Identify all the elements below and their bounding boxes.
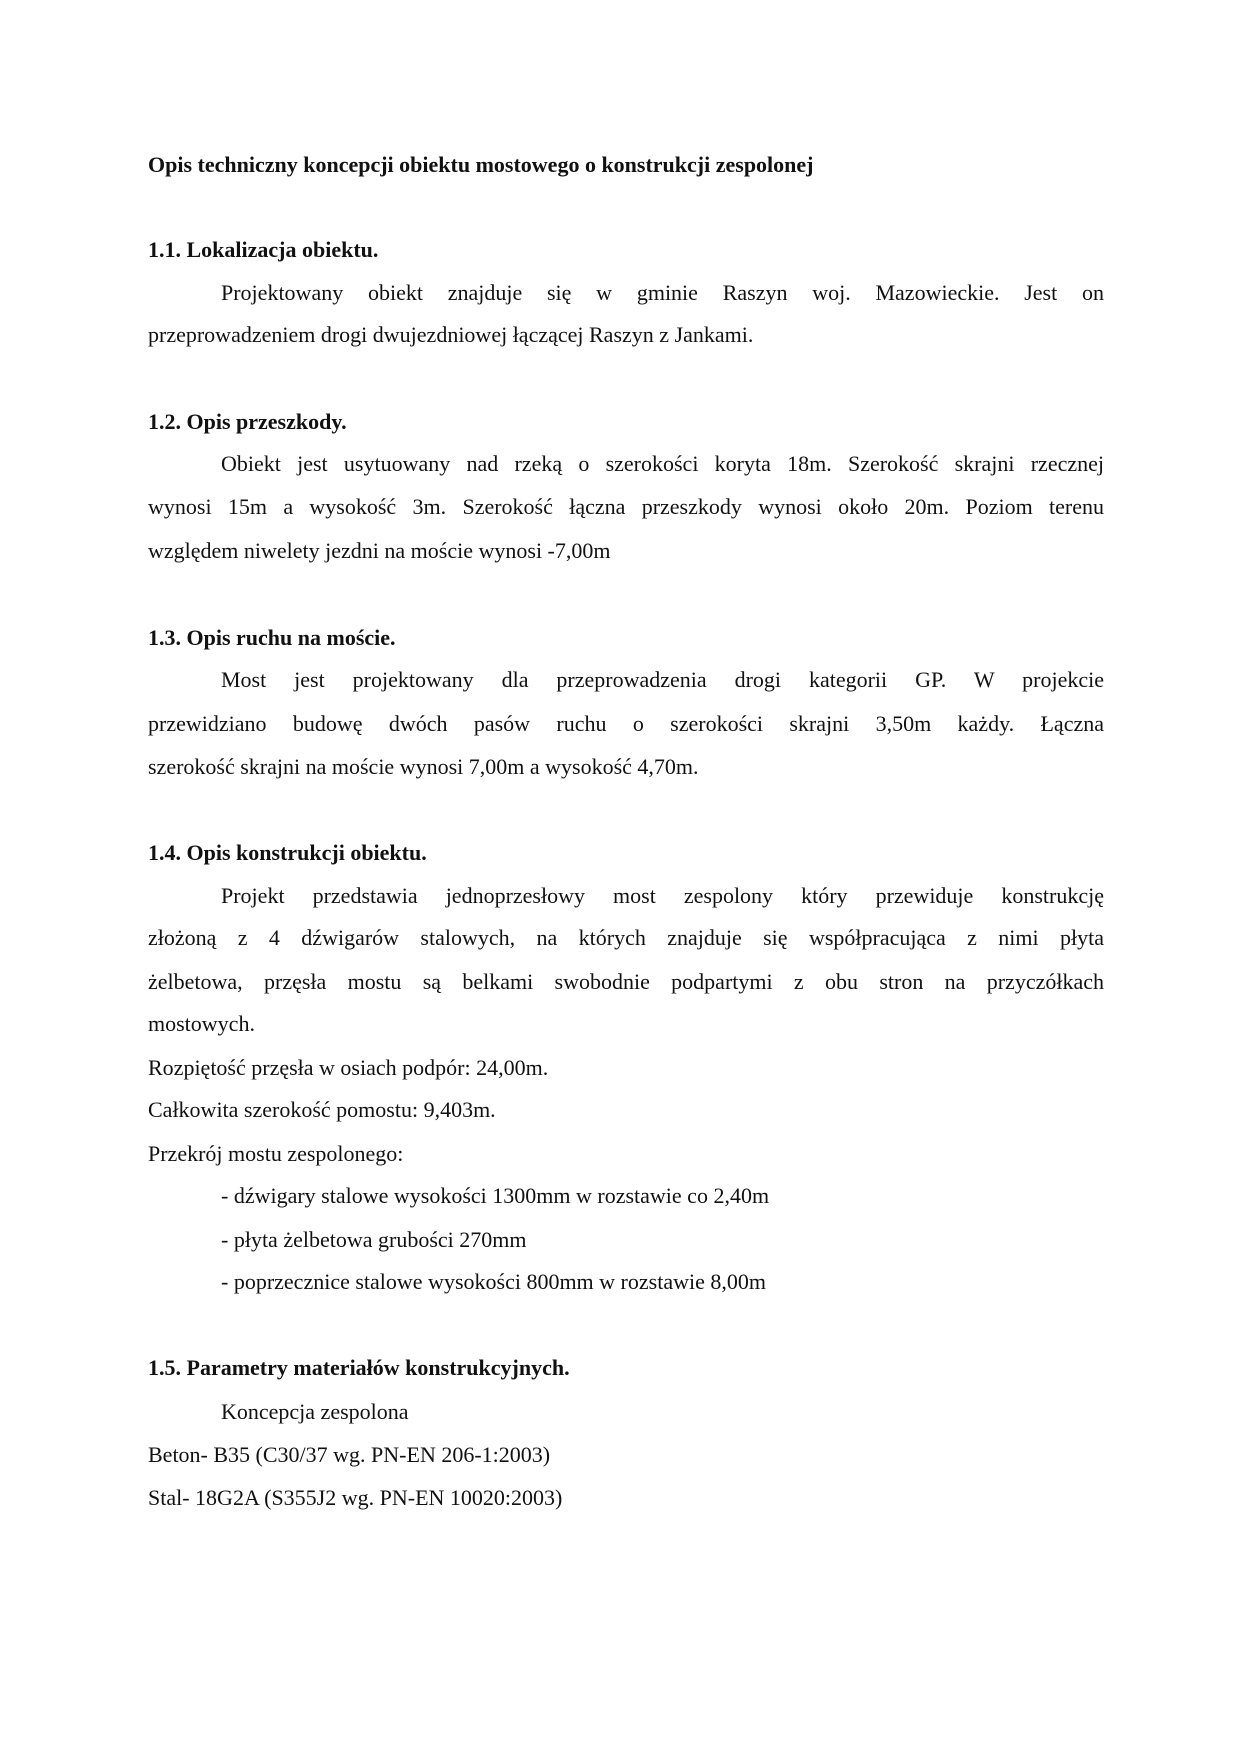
paragraph-line: wynosi 15m a wysokość 3m. Szerokość łączna przeszkody wynosi około 20m. Poziom terenu (148, 494, 1104, 519)
paragraph-line: złożoną z 4 dźwigarów stalowych, na których znajduje się współpracująca z nimi płyta (148, 925, 1104, 950)
paragraph-line: Projektowany obiekt znajduje się w gminie Raszyn woj. Mazowieckie. Jest on (221, 280, 1104, 305)
paragraph-line: żelbetowa, przęsła mostu są belkami swobodnie podpartymi z obu stron na przyczółkach (148, 969, 1104, 994)
deck-width: Całkowita szerokość pomostu: 9,403m. (148, 1097, 496, 1122)
heading-przeszkoda: 1.2. Opis przeszkody. (148, 409, 347, 434)
bullet-item: - poprzecznice stalowe wysokości 800mm w rozstawie 8,00m (221, 1269, 766, 1294)
paragraph-line: przewidziano budowę dwóch pasów ruchu o szerokości skrajni 3,50m każdy. Łączna (148, 711, 1104, 736)
paragraph-line: szerokość skrajni na moście wynosi 7,00m a wysokość 4,70m. (148, 754, 699, 779)
paragraph-line: przeprowadzeniem drogi dwujezdniowej łączącej Raszyn z Jankami. (148, 322, 754, 347)
heading-konstrukcja: 1.4. Opis konstrukcji obiektu. (148, 840, 427, 865)
paragraph-line: mostowych. (148, 1011, 255, 1036)
steel-spec: Stal- 18G2A (S355J2 wg. PN-EN 10020:2003) (148, 1485, 563, 1510)
bullet-item: - płyta żelbetowa grubości 270mm (221, 1227, 527, 1252)
span-length: Rozpiętość przęsła w osiach podpór: 24,00m. (148, 1055, 549, 1080)
concrete-spec: Beton- B35 (C30/37 wg. PN-EN 206-1:2003) (148, 1442, 551, 1467)
bullet-item: - dźwigary stalowe wysokości 1300mm w rozstawie co 2,40m (221, 1183, 770, 1208)
heading-lokalizacja: 1.1. Lokalizacja obiektu. (148, 237, 379, 262)
heading-materialy: 1.5. Parametry materiałów konstrukcyjnych. (148, 1355, 570, 1380)
paragraph-line: Projekt przedstawia jednoprzesłowy most zespolony który przewiduje konstrukcję (221, 883, 1104, 908)
cross-section-label: Przekrój mostu zespolonego: (148, 1141, 404, 1166)
document-title: Opis techniczny koncepcji obiektu mostowego o konstrukcji zespolonej (148, 152, 814, 177)
paragraph-line: Obiekt jest usytuowany nad rzeką o szerokości koryta 18m. Szerokość skrajni rzecznej (221, 451, 1104, 476)
paragraph-line: względem niwelety jezdni na moście wynosi -7,00m (148, 538, 611, 563)
paragraph-line: Most jest projektowany dla przeprowadzenia drogi kategorii GP. W projekcie (221, 667, 1104, 692)
concept-label: Koncepcja zespolona (221, 1399, 409, 1424)
heading-ruch: 1.3. Opis ruchu na moście. (148, 625, 396, 650)
